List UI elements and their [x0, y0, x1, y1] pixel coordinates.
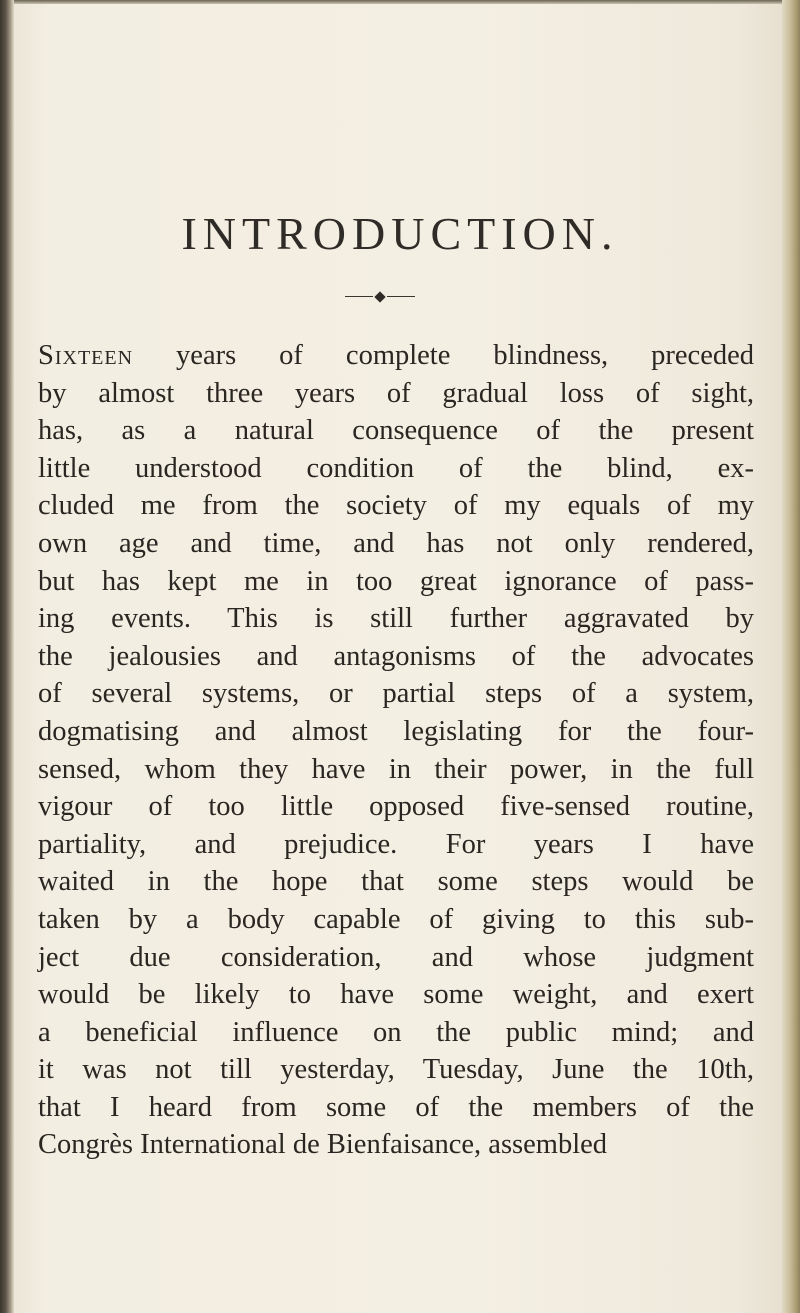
text-line-5: cluded me from the society of my equals of my — [38, 490, 754, 522]
text-line-4: little understood condition of the blind, ex- — [38, 452, 754, 484]
text-line-12: sensed, whom they have in their power, in the full — [38, 753, 754, 785]
ornament-rule-left — [345, 296, 373, 297]
text-line-1: Sixteen years of complete blindness, preceded — [38, 340, 754, 371]
text-line-9: the jealousies and antagonisms of the advocates — [38, 640, 754, 672]
text-line-19: a beneficial influence on the public mind; and — [38, 1016, 754, 1048]
text-line-13: vigour of too little opposed five-sensed routine, — [38, 791, 754, 823]
text-line-20: it was not till yesterday, Tuesday, June the 10th, — [38, 1054, 754, 1086]
top-edge — [14, 0, 782, 4]
lead-word: Sixteen — [38, 340, 134, 371]
text-line-8: ing events. This is still further aggravated by — [38, 603, 754, 635]
text-line-18: would be likely to have some weight, and exert — [38, 979, 754, 1011]
text-line-11: dogmatising and almost legislating for the four- — [38, 715, 754, 747]
text-line-6: own age and time, and has not only rendered, — [38, 527, 754, 559]
body-paragraph — [38, 337, 754, 1164]
text-line-21: that I heard from some of the members of the — [38, 1091, 754, 1123]
page-title: INTRODUCTION. — [181, 208, 619, 259]
text-line-2: by almost three years of gradual loss of sight, — [38, 377, 754, 409]
text-line-22: Congrès International de Bienfaisance, assembled — [38, 1129, 608, 1161]
text-line-14: partiality, and prejudice. For years I have — [38, 828, 754, 860]
text-line-3: has, as a natural consequence of the present — [38, 415, 754, 447]
text-line-7: but has kept me in too great ignorance of pass- — [38, 565, 754, 597]
binding-shadow — [0, 0, 14, 1313]
text-line-15: waited in the hope that some steps would be — [38, 866, 754, 898]
ornament-divider — [345, 289, 415, 305]
text-line-17: ject due consideration, and whose judgment — [38, 941, 754, 973]
ornament-rule-right — [387, 296, 415, 297]
text-line-16: taken by a body capable of giving to this sub- — [38, 903, 754, 935]
page-edge — [782, 0, 800, 1313]
text-line-10: of several systems, or partial steps of a system, — [38, 678, 754, 710]
diamond-icon — [374, 291, 385, 302]
